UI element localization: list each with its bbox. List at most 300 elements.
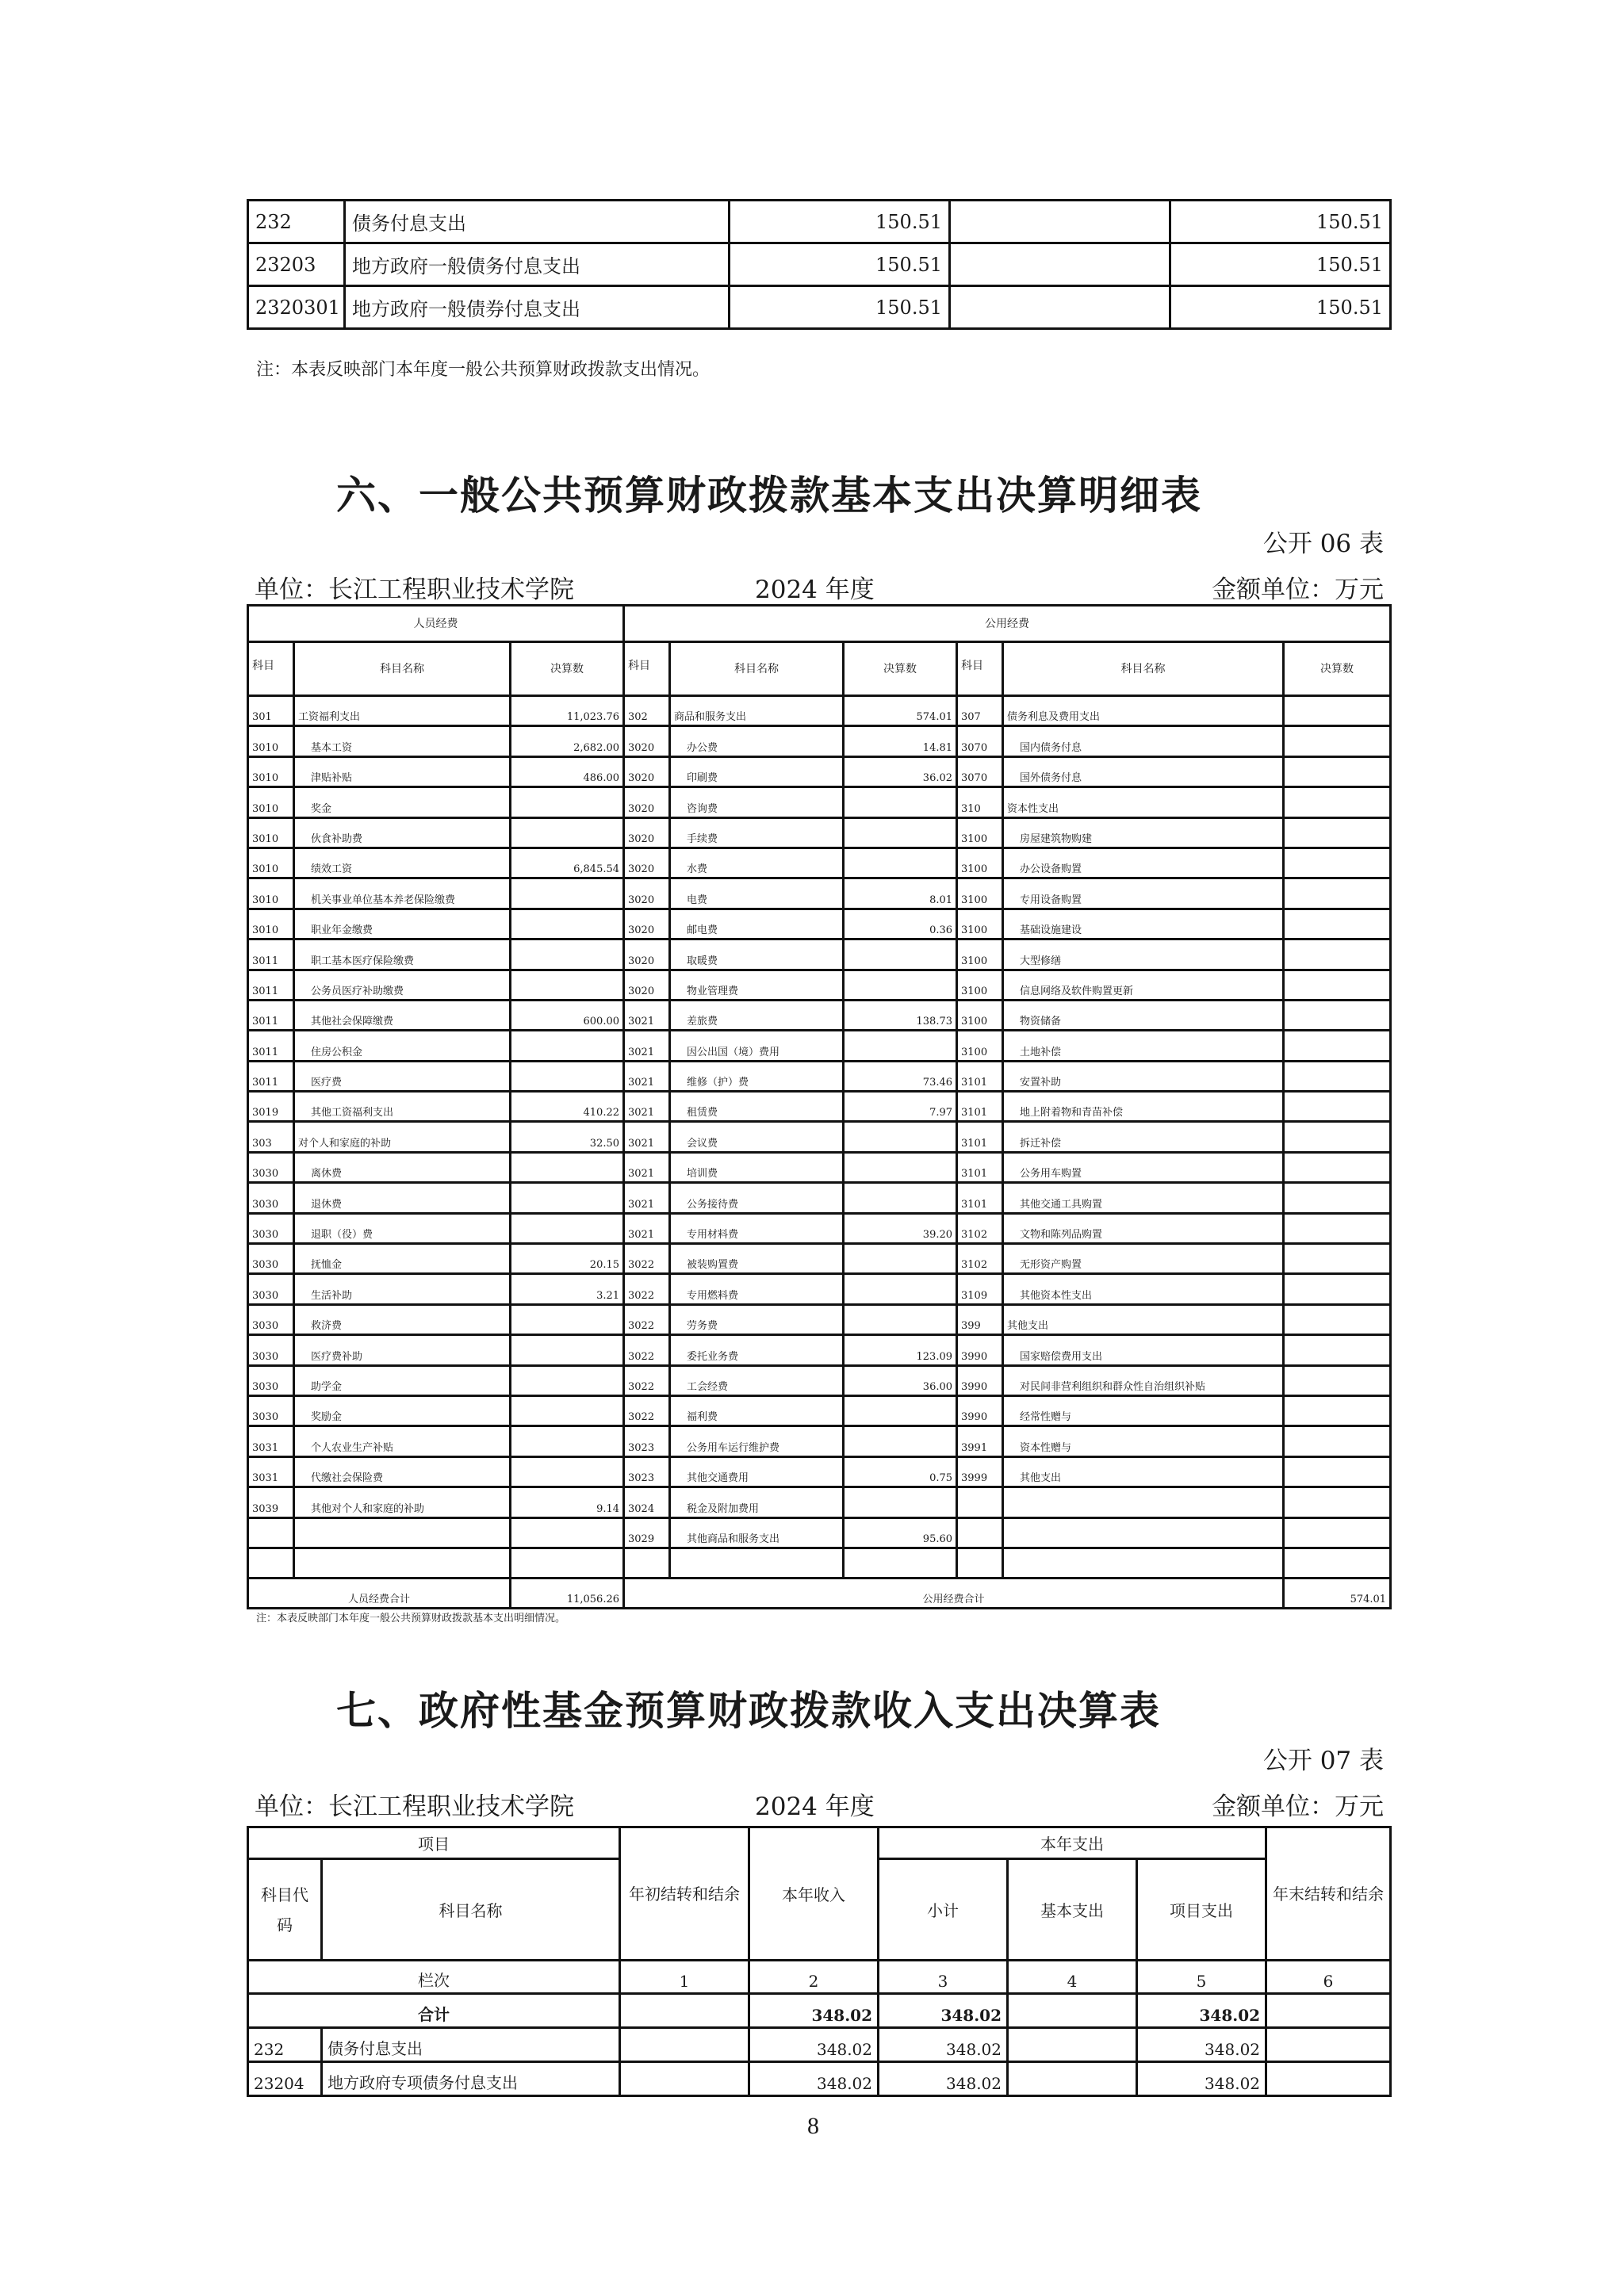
header-income: 本年收入: [749, 1827, 879, 1961]
public-b-code: 3070: [957, 756, 1003, 786]
public-b-amount: [1284, 726, 1391, 756]
col-amount: 决算数: [511, 642, 624, 696]
public-b-code: 399: [957, 1304, 1003, 1334]
subtotal-cell: 348.02: [879, 2028, 1008, 2062]
public-a-name: 专用燃料费: [670, 1274, 844, 1304]
table-row: [248, 2028, 1391, 2062]
personnel-amount: 410.22: [511, 1092, 624, 1122]
personnel-amount: [511, 1152, 624, 1182]
personnel-code: 3039: [248, 1487, 294, 1517]
public-a-code: 3021: [624, 1061, 670, 1091]
public-a-name: [670, 1548, 844, 1578]
public-b-amount: [1284, 696, 1391, 726]
public-total: 574.01: [1284, 1578, 1391, 1609]
total-cell: 150.51: [730, 286, 950, 329]
total-subtotal: 348.02: [879, 1994, 1008, 2028]
line-num: 3: [879, 1961, 1008, 1994]
total-row: [248, 1578, 1391, 1609]
public-b-code: 3109: [957, 1274, 1003, 1304]
table-row: [248, 970, 1391, 1000]
personnel-name: 个人农业生产补贴: [294, 1426, 511, 1456]
public-b-code: 3101: [957, 1122, 1003, 1152]
total-cell: 150.51: [730, 201, 950, 243]
public-a-code: 3021: [624, 1031, 670, 1061]
public-a-code: 3020: [624, 787, 670, 817]
header-code: 科目代码: [248, 1859, 322, 1961]
personnel-name: 离休费: [294, 1152, 511, 1182]
col-amount: 决算数: [844, 642, 957, 696]
table-row: [248, 201, 1391, 243]
personnel-name: 公务员医疗补助缴费: [294, 970, 511, 1000]
personnel-name: 退职（役）费: [294, 1213, 511, 1243]
public-b-code: 3100: [957, 909, 1003, 939]
personnel-amount: [511, 1183, 624, 1213]
public-a-amount: [844, 1395, 957, 1425]
table7: [247, 1826, 1392, 2097]
table6-unit: 单位：长江工程职业技术学院: [255, 576, 574, 604]
personnel-code: 3010: [248, 848, 294, 878]
public-b-amount: [1284, 1213, 1391, 1243]
public-a-amount: 39.20: [844, 1213, 957, 1243]
public-a-code: 3020: [624, 726, 670, 756]
public-b-name: 债务利息及费用支出: [1003, 696, 1284, 726]
subtotal-cell: 348.02: [879, 2062, 1008, 2096]
total-income: 348.02: [749, 1994, 879, 2028]
public-total-label: 公用经费合计: [624, 1578, 1284, 1609]
public-a-amount: [844, 1304, 957, 1334]
public-b-name: 办公设备购置: [1003, 848, 1284, 878]
public-a-name: 印刷费: [670, 756, 844, 786]
public-a-amount: [844, 970, 957, 1000]
header-subtotal: 小计: [879, 1859, 1008, 1961]
table-row: [248, 286, 1391, 329]
public-b-amount: [1284, 1304, 1391, 1334]
personnel-name: 其他对个人和家庭的补助: [294, 1487, 511, 1517]
personnel-code: 3030: [248, 1395, 294, 1425]
table6-number: 公开 06 表: [1262, 530, 1384, 558]
public-a-amount: [844, 817, 957, 848]
personnel-code: 3030: [248, 1213, 294, 1243]
project-cell: 150.51: [1170, 201, 1391, 243]
public-a-amount: 36.02: [844, 756, 957, 786]
personnel-amount: [511, 909, 624, 939]
public-a-amount: [844, 1426, 957, 1456]
line-num: 5: [1137, 1961, 1266, 1994]
public-b-code: 3101: [957, 1152, 1003, 1182]
table7-unit: 单位：长江工程职业技术学院: [255, 1793, 574, 1821]
name-cell: 债务付息支出: [322, 2028, 620, 2062]
table-row: [248, 1517, 1391, 1548]
table-row: [248, 1395, 1391, 1425]
table6-note: 注：本表反映部门本年度一般公共预算财政拨款基本支出明细情况。: [256, 1613, 566, 1624]
table6-title: 六、一般公共预算财政拨款基本支出决算明细表: [336, 473, 1202, 519]
code-cell: 23204: [248, 2062, 322, 2096]
public-b-name: 基础设施建设: [1003, 909, 1284, 939]
public-a-amount: [844, 1487, 957, 1517]
public-a-amount: 123.09: [844, 1335, 957, 1365]
table-row: [248, 1244, 1391, 1274]
table-row: [248, 1456, 1391, 1487]
public-b-code: 3100: [957, 1000, 1003, 1030]
table-row: [248, 1365, 1391, 1395]
public-a-name: 劳务费: [670, 1304, 844, 1334]
project-cell: 150.51: [1170, 286, 1391, 329]
personnel-name: 津贴补贴: [294, 756, 511, 786]
closing-cell: [1266, 2062, 1391, 2096]
public-b-code: 3100: [957, 817, 1003, 848]
public-b-name: 信息网络及软件购置更新: [1003, 970, 1284, 1000]
public-a-name: 手续费: [670, 817, 844, 848]
public-a-amount: [844, 1548, 957, 1578]
personnel-name: 生活补助: [294, 1274, 511, 1304]
table7-number: 公开 07 表: [1262, 1747, 1384, 1775]
public-a-name: 委托业务费: [670, 1335, 844, 1365]
table-row: [248, 1183, 1391, 1213]
closing-cell: [1266, 2028, 1391, 2062]
public-a-amount: [844, 1183, 957, 1213]
public-b-code: [957, 1487, 1003, 1517]
total-basic: [1008, 1994, 1137, 2028]
public-b-amount: [1284, 909, 1391, 939]
personnel-name: 助学金: [294, 1365, 511, 1395]
public-a-code: 3021: [624, 1213, 670, 1243]
personnel-name: 退休费: [294, 1183, 511, 1213]
personnel-code: 3011: [248, 1061, 294, 1091]
table7-year: 2024 年度: [755, 1793, 875, 1821]
personnel-code: 3011: [248, 1031, 294, 1061]
personnel-name: 工资福利支出: [294, 696, 511, 726]
personnel-code: 301: [248, 696, 294, 726]
public-b-code: 3100: [957, 1031, 1003, 1061]
public-a-amount: 73.46: [844, 1061, 957, 1091]
personnel-code: 3030: [248, 1183, 294, 1213]
name-cell: 债务付息支出: [345, 201, 730, 243]
name-cell: 地方政府一般债务付息支出: [345, 243, 730, 286]
col-amount: 决算数: [1284, 642, 1391, 696]
public-b-name: 无形资产购置: [1003, 1244, 1284, 1274]
public-b-amount: [1284, 1092, 1391, 1122]
public-a-code: 3021: [624, 1122, 670, 1152]
personnel-amount: 486.00: [511, 756, 624, 786]
personnel-name: 医疗费补助: [294, 1335, 511, 1365]
public-a-name: 取暖费: [670, 939, 844, 970]
personnel-amount: 3.21: [511, 1274, 624, 1304]
personnel-name: 救济费: [294, 1304, 511, 1334]
public-a-amount: 8.01: [844, 878, 957, 909]
public-b-name: 国家赔偿费用支出: [1003, 1335, 1284, 1365]
public-b-amount: [1284, 787, 1391, 817]
public-a-code: 3020: [624, 756, 670, 786]
col-name: 科目名称: [1003, 642, 1284, 696]
header-project: 项目支出: [1137, 1859, 1266, 1961]
public-b-amount: [1284, 1000, 1391, 1030]
line-num: 4: [1008, 1961, 1137, 1994]
col-name: 科目名称: [294, 642, 511, 696]
line-num: 1: [620, 1961, 749, 1994]
personnel-amount: 32.50: [511, 1122, 624, 1152]
table-row: [248, 726, 1391, 756]
public-b-name: [1003, 1548, 1284, 1578]
table-row: [248, 1122, 1391, 1152]
public-b-code: 3070: [957, 726, 1003, 756]
personnel-amount: 20.15: [511, 1244, 624, 1274]
table-row: [248, 1031, 1391, 1061]
public-b-amount: [1284, 817, 1391, 848]
public-a-name: 咨询费: [670, 787, 844, 817]
public-b-amount: [1284, 1183, 1391, 1213]
personnel-code: 3031: [248, 1426, 294, 1456]
public-a-code: 3022: [624, 1244, 670, 1274]
group-personnel: 人员经费: [248, 606, 624, 642]
public-b-code: 3102: [957, 1213, 1003, 1243]
table-row: [248, 1274, 1391, 1304]
public-a-code: 3022: [624, 1274, 670, 1304]
header-closing: 年末结转和结余: [1266, 1827, 1391, 1961]
public-b-amount: [1284, 1122, 1391, 1152]
public-b-amount: [1284, 1548, 1391, 1578]
public-b-name: [1003, 1517, 1284, 1548]
public-b-code: 3100: [957, 939, 1003, 970]
public-a-amount: 36.00: [844, 1365, 957, 1395]
public-b-amount: [1284, 1335, 1391, 1365]
public-a-code: 3020: [624, 939, 670, 970]
public-a-name: 公务用车运行维护费: [670, 1426, 844, 1456]
personnel-code: 3030: [248, 1365, 294, 1395]
table-row: [248, 1152, 1391, 1182]
personnel-amount: [511, 1213, 624, 1243]
personnel-code: [248, 1517, 294, 1548]
personnel-amount: [511, 1365, 624, 1395]
public-a-code: 3022: [624, 1365, 670, 1395]
income-cell: 348.02: [749, 2062, 879, 2096]
line-label: 栏次: [248, 1961, 620, 1994]
personnel-code: 3011: [248, 1000, 294, 1030]
personnel-name: 奖励金: [294, 1395, 511, 1425]
public-a-amount: [844, 787, 957, 817]
personnel-name: 职业年金缴费: [294, 909, 511, 939]
public-b-amount: [1284, 1487, 1391, 1517]
public-a-code: 3021: [624, 1092, 670, 1122]
public-b-code: 3990: [957, 1365, 1003, 1395]
personnel-name: [294, 1517, 511, 1548]
public-a-name: 商品和服务支出: [670, 696, 844, 726]
personnel-code: 3010: [248, 909, 294, 939]
project-cell: 150.51: [1170, 243, 1391, 286]
public-a-name: 电费: [670, 878, 844, 909]
project-cell: 348.02: [1137, 2062, 1266, 2096]
personnel-code: 3010: [248, 756, 294, 786]
public-a-code: 3020: [624, 909, 670, 939]
public-a-code: 3023: [624, 1426, 670, 1456]
public-b-amount: [1284, 1517, 1391, 1548]
table-row: [248, 787, 1391, 817]
public-b-amount: [1284, 1031, 1391, 1061]
personnel-amount: [511, 817, 624, 848]
public-b-name: 国外债务付息: [1003, 756, 1284, 786]
personnel-amount: 9.14: [511, 1487, 624, 1517]
table-row: [248, 1548, 1391, 1578]
col-code: 科目: [624, 642, 670, 696]
public-a-amount: [844, 1244, 957, 1274]
public-b-code: 3100: [957, 970, 1003, 1000]
public-b-amount: [1284, 970, 1391, 1000]
header-expense-group: 本年支出: [879, 1827, 1266, 1859]
personnel-amount: [511, 1031, 624, 1061]
public-a-amount: 574.01: [844, 696, 957, 726]
code-cell: 23203: [248, 243, 345, 286]
personnel-code: 3010: [248, 817, 294, 848]
public-a-code: 3020: [624, 878, 670, 909]
public-b-code: 3991: [957, 1426, 1003, 1456]
total-opening: [620, 1994, 749, 2028]
personnel-code: 3011: [248, 970, 294, 1000]
personnel-amount: [511, 1335, 624, 1365]
table6: [247, 604, 1392, 1609]
table5-tail: [247, 199, 1392, 330]
public-b-amount: [1284, 1152, 1391, 1182]
public-a-name: 税金及附加费用: [670, 1487, 844, 1517]
public-b-name: 其他资本性支出: [1003, 1274, 1284, 1304]
table-row: [248, 1000, 1391, 1030]
personnel-amount: [511, 1426, 624, 1456]
personnel-name: 职工基本医疗保险缴费: [294, 939, 511, 970]
public-a-name: 维修（护）费: [670, 1061, 844, 1091]
page-number: 8: [807, 2113, 819, 2139]
table7-title: 七、政府性基金预算财政拨款收入支出决算表: [336, 1688, 1161, 1734]
personnel-amount: 6,845.54: [511, 848, 624, 878]
public-a-name: 办公费: [670, 726, 844, 756]
public-a-code: 3020: [624, 817, 670, 848]
table6-year: 2024 年度: [755, 576, 875, 604]
public-a-name: 工会经费: [670, 1365, 844, 1395]
group-public: 公用经费: [624, 606, 1391, 642]
public-b-name: 对民间非营利组织和群众性自治组织补贴: [1003, 1365, 1284, 1395]
total-project: 348.02: [1137, 1994, 1266, 2028]
public-b-code: [957, 1517, 1003, 1548]
public-b-amount: [1284, 848, 1391, 878]
public-a-name: 其他交通费用: [670, 1456, 844, 1487]
public-a-name: 专用材料费: [670, 1213, 844, 1243]
public-b-code: 3990: [957, 1335, 1003, 1365]
table-row: [248, 878, 1391, 909]
name-cell: 地方政府专项债务付息支出: [322, 2062, 620, 2096]
personnel-name: 住房公积金: [294, 1031, 511, 1061]
personnel-name: [294, 1548, 511, 1578]
public-b-code: 3100: [957, 848, 1003, 878]
line-num: 6: [1266, 1961, 1391, 1994]
public-b-amount: [1284, 1274, 1391, 1304]
personnel-amount: 600.00: [511, 1000, 624, 1030]
public-a-name: 差旅费: [670, 1000, 844, 1030]
public-a-code: 3020: [624, 970, 670, 1000]
personnel-name: 代缴社会保险费: [294, 1456, 511, 1487]
public-b-name: [1003, 1487, 1284, 1517]
public-a-code: 3024: [624, 1487, 670, 1517]
public-a-amount: [844, 1122, 957, 1152]
public-b-name: 资本性赠与: [1003, 1426, 1284, 1456]
personnel-total-label: 人员经费合计: [248, 1578, 511, 1609]
public-b-name: 公务用车购置: [1003, 1152, 1284, 1182]
public-a-code: 3020: [624, 848, 670, 878]
personnel-amount: [511, 1517, 624, 1548]
personnel-name: 伙食补助费: [294, 817, 511, 848]
total-cell: 150.51: [730, 243, 950, 286]
public-b-name: 大型修缮: [1003, 939, 1284, 970]
header-name: 科目名称: [322, 1859, 620, 1961]
personnel-name: 机关事业单位基本养老保险缴费: [294, 878, 511, 909]
table-row: [248, 1426, 1391, 1456]
personnel-amount: [511, 939, 624, 970]
opening-cell: [620, 2062, 749, 2096]
personnel-code: 3030: [248, 1304, 294, 1334]
col-name: 科目名称: [670, 642, 844, 696]
table-row: [248, 939, 1391, 970]
public-a-code: 3021: [624, 1152, 670, 1182]
public-a-name: 培训费: [670, 1152, 844, 1182]
personnel-code: 3030: [248, 1244, 294, 1274]
total-row: [248, 1994, 1391, 2028]
personnel-amount: [511, 1061, 624, 1091]
table-row: [248, 1304, 1391, 1334]
header-opening: 年初结转和结余: [620, 1827, 749, 1961]
public-a-name: 福利费: [670, 1395, 844, 1425]
public-a-amount: 95.60: [844, 1517, 957, 1548]
personnel-amount: [511, 878, 624, 909]
code-cell: 2320301: [248, 286, 345, 329]
public-b-amount: [1284, 939, 1391, 970]
header-item: 项目: [248, 1827, 620, 1859]
public-b-code: 307: [957, 696, 1003, 726]
public-b-name: 安置补助: [1003, 1061, 1284, 1091]
total-label: 合计: [248, 1994, 620, 2028]
table-row: [248, 817, 1391, 848]
public-b-code: 3100: [957, 878, 1003, 909]
public-a-name: 物业管理费: [670, 970, 844, 1000]
table-row: [248, 1487, 1391, 1517]
total-closing: [1266, 1994, 1391, 2028]
public-a-code: 3021: [624, 1000, 670, 1030]
public-b-name: 物资储备: [1003, 1000, 1284, 1030]
personnel-name: 绩效工资: [294, 848, 511, 878]
table5-note: 注：本表反映部门本年度一般公共预算财政拨款支出情况。: [256, 360, 710, 380]
table-row: [248, 696, 1391, 726]
personnel-code: 3030: [248, 1152, 294, 1182]
project-cell: 348.02: [1137, 2028, 1266, 2062]
public-a-name: 租赁费: [670, 1092, 844, 1122]
personnel-amount: [511, 970, 624, 1000]
public-b-name: 文物和陈列品购置: [1003, 1213, 1284, 1243]
personnel-amount: [511, 1548, 624, 1578]
personnel-amount: [511, 1304, 624, 1334]
personnel-name: 基本工资: [294, 726, 511, 756]
public-a-code: 3023: [624, 1456, 670, 1487]
public-a-amount: 138.73: [844, 1000, 957, 1030]
col-code: 科目: [957, 642, 1003, 696]
public-a-amount: [844, 848, 957, 878]
table-row: [248, 1061, 1391, 1091]
table-row: [248, 1213, 1391, 1243]
public-a-name: 被装购置费: [670, 1244, 844, 1274]
personnel-code: 3011: [248, 939, 294, 970]
public-b-name: 拆迁补偿: [1003, 1122, 1284, 1152]
public-a-amount: 0.36: [844, 909, 957, 939]
basic-cell: [1008, 2028, 1137, 2062]
personnel-code: 3010: [248, 787, 294, 817]
public-b-amount: [1284, 1456, 1391, 1487]
public-a-code: 3029: [624, 1517, 670, 1548]
public-b-name: 其他支出: [1003, 1304, 1284, 1334]
personnel-name: 医疗费: [294, 1061, 511, 1091]
